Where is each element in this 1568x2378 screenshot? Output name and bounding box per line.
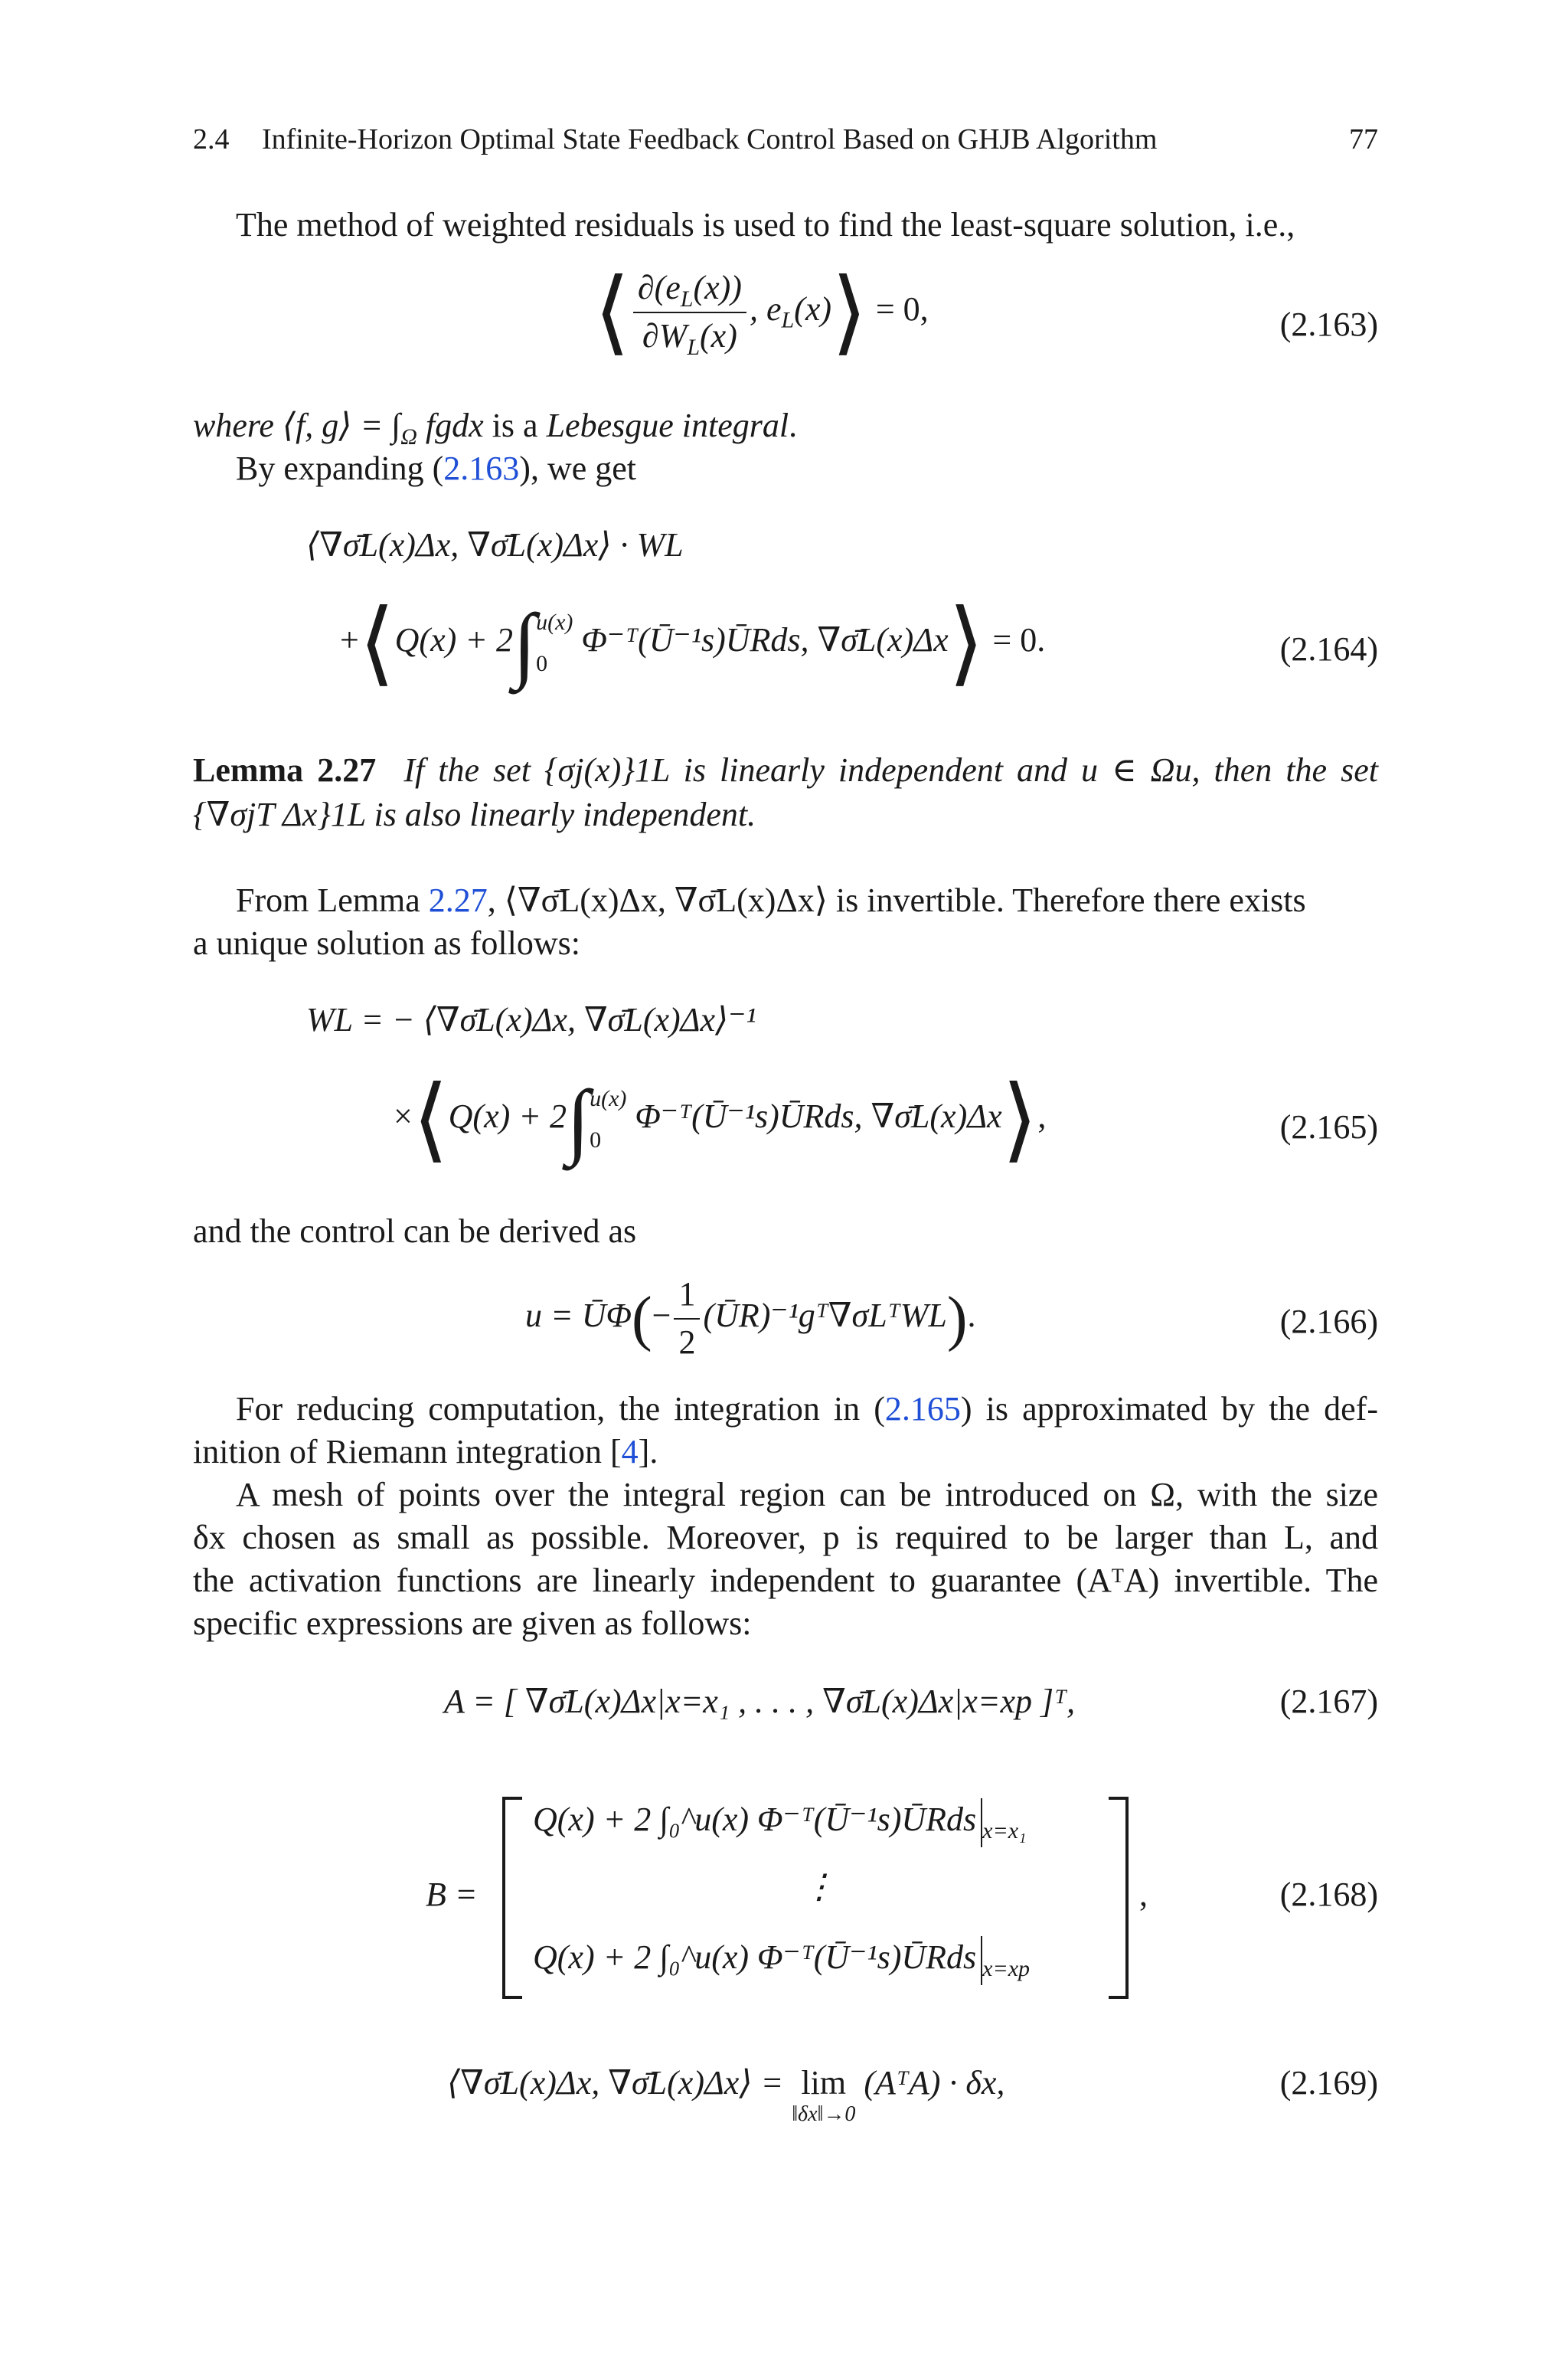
paragraph-control: and the control can be derived as (193, 1212, 637, 1250)
expand-line: By expanding (2.163), we get (236, 450, 637, 487)
section-number: 2.4 (193, 123, 230, 155)
equation-2-165-line2: ×⟨Q(x) + 2∫u(x) 0 Φ⁻ᵀ(Ū⁻¹s)ŪRds, ∇σ̄L(x)Δx⟩, (394, 1068, 1047, 1170)
paragraph-mesh-line3: the activation functions are linearly independent to guarantee (AᵀA) invertible. The (193, 1562, 1378, 1599)
ref-link-2-165[interactable]: 2.165 (884, 1390, 961, 1428)
ref-link-lemma-2-27[interactable]: 2.27 (428, 882, 488, 919)
equation-2-164-line1: ⟨∇σ̄L(x)Δx, ∇σ̄L(x)Δx⟩ · WL (306, 526, 684, 564)
page-number: 77 (1349, 123, 1378, 155)
ref-link-2-163[interactable]: 2.163 (443, 450, 520, 487)
equation-number-2-163: (2.163) (1279, 306, 1378, 343)
matrix-comma: , (1139, 1876, 1148, 1913)
equation-2-168-lhs: B = (426, 1876, 478, 1913)
paragraph-reducing-computation: For reducing computation, the integration in (2.165) is approximated by the def- (236, 1390, 1378, 1428)
matrix-row-1: Q(x) + 2 ∫₀^u(x) Φ⁻ᵀ(Ū⁻¹s)ŪRds $_{x=x_1}$ (533, 1798, 1026, 1847)
equation-number-2-169: (2.169) (1279, 2064, 1378, 2102)
paragraph-mesh-line1: A mesh of points over the integral region can be introduced on Ω, with the size (236, 1476, 1378, 1513)
matrix-right-bracket (1109, 1797, 1129, 1999)
equation-2-169: ⟨∇σ̄L(x)Δx, ∇σ̄L(x)Δx⟩ = lim ‖δx‖→0 (AᵀA) · δx, (447, 2064, 1005, 2126)
section-title: Infinite-Horizon Optimal State Feedback Control Based on GHJB Algorithm (262, 123, 1158, 155)
equation-2-166: u = ŪΦ(− $\frac{1}{2}$ (ŪR)⁻¹gᵀ∇σLᵀWL). (525, 1275, 976, 1361)
matrix-row-3: Q(x) + 2 ∫₀^u(x) Φ⁻ᵀ(Ū⁻¹s)ŪRds $_{x=xp}$ (533, 1936, 1030, 1985)
paragraph-invertible: From Lemma 2.27, ⟨∇σ̄L(x)Δx, ∇σ̄L(x)Δx⟩ is invertible. Therefore there exists (236, 882, 1306, 919)
paragraph-mesh-line2: δx chosen as small as possible. Moreover, p is required to be larger than L, and (193, 1519, 1378, 1556)
equation-2-164-line2: +⟨Q(x) + 2∫u(x) 0 Φ⁻ᵀ(Ū⁻¹s)ŪRds, ∇σ̄L(x)Δx⟩ = 0. (340, 592, 1046, 694)
paragraph-weighted-residuals: The method of weighted residuals is used to find the least-square solution, i.e., (236, 206, 1295, 244)
lemma-2-27-line1: Lemma 2.27 If the set {σj(x)}1L is linearly independent and u ∈ Ωu, then the set (193, 751, 1379, 789)
equation-2-163: ⟨ $\frac{\partial(e_L(x))}{\partial W_L(x)}$ , $e_L(x)⟩ = 0$, (594, 260, 929, 363)
paragraph-reducing-computation-line2: inition of Riemann integration [4]. (193, 1433, 658, 1470)
equation-number-2-164: (2.164) (1279, 630, 1378, 668)
where-line: where ⟨f, g⟩ = $\int_\Omega$ fgdx is a Lebesgue integral. (193, 407, 798, 450)
equation-2-165-line1: WL = − ⟨∇σ̄L(x)Δx, ∇σ̄L(x)Δx⟩⁻¹ (306, 1001, 756, 1039)
equation-2-167: A = [ ∇σ̄L(x)Δx|x=x₁ , . . . , ∇σ̄L(x)Δx|x=xp ]ᵀ, (444, 1683, 1076, 1720)
lemma-2-27-line2: {∇σjT Δx}1L is also linearly independent. (193, 796, 756, 833)
paragraph-invertible-line2: a unique solution as follows: (193, 924, 580, 962)
matrix-left-bracket (502, 1797, 522, 1999)
paragraph-mesh-line4: specific expressions are given as follows: (193, 1604, 752, 1642)
equation-number-2-167: (2.167) (1279, 1683, 1378, 1720)
ref-link-citation-4[interactable]: 4 (621, 1433, 639, 1470)
matrix-vdots: ⋮ (802, 1868, 836, 1905)
equation-number-2-165: (2.165) (1279, 1108, 1378, 1146)
equation-number-2-166: (2.166) (1279, 1303, 1378, 1340)
equation-number-2-168: (2.168) (1279, 1876, 1378, 1913)
